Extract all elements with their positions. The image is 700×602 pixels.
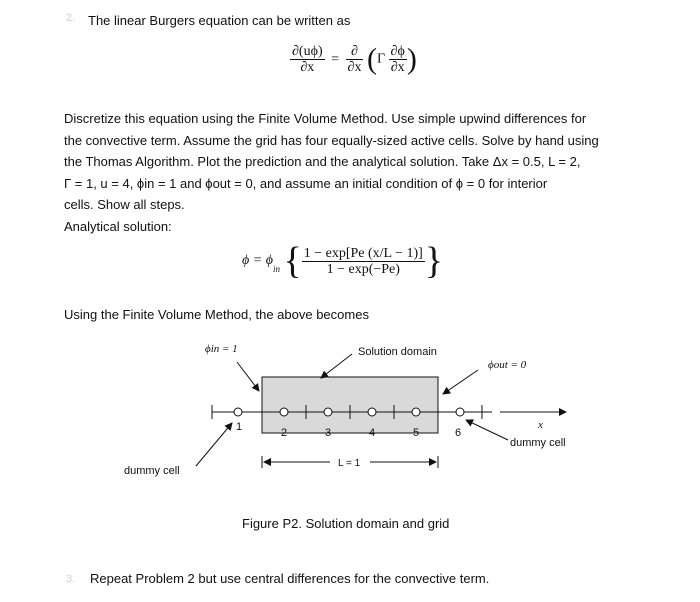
analytic-lhs-subscript: in bbox=[272, 264, 280, 275]
rhs-numerator: ∂ bbox=[346, 44, 364, 60]
right-paren: ) bbox=[406, 42, 417, 76]
problem3-text: Repeat Problem 2 but use central differences for the convective term. bbox=[90, 571, 490, 586]
paragraph-line-1: Discretize this equation using the Finite Volume Method. Use simple upwind differences for bbox=[64, 111, 587, 126]
equals-sign: = bbox=[331, 51, 340, 67]
lhs-denominator: ∂x bbox=[300, 60, 315, 75]
paragraph-line-3: the Thomas Algorithm. Plot the prediction and the analytical solution. Take Δx = 0.5, L = 2, bbox=[64, 154, 581, 169]
phi-in-label: ϕin = 1 bbox=[205, 343, 238, 355]
lhs-numerator: ∂(uϕ) bbox=[292, 44, 323, 59]
solution-domain-label: Solution domain bbox=[358, 346, 437, 358]
analytic-numerator: 1 − exp[Pe (x/L − 1)] bbox=[303, 245, 423, 261]
node-label-4: 4 bbox=[369, 427, 376, 439]
left-brace: { bbox=[283, 240, 302, 282]
node-label-6: 6 bbox=[455, 427, 462, 439]
problem-marker-2: 2. bbox=[66, 12, 76, 24]
node-label-5: 5 bbox=[413, 427, 420, 439]
fvm-sentence: Using the Finite Volume Method, the above becomes bbox=[64, 307, 369, 322]
rhs-denominator: ∂x bbox=[347, 60, 362, 75]
problem-marker-3: 3. bbox=[66, 573, 76, 585]
phi-out-arrow bbox=[443, 370, 478, 394]
figure-caption: Figure P2. Solution domain and grid bbox=[242, 516, 450, 531]
problem-intro: The linear Burgers equation can be written as bbox=[88, 13, 351, 28]
analytical-label: Analytical solution: bbox=[64, 218, 172, 234]
paragraph-line-5: cells. Show all steps. bbox=[64, 197, 185, 212]
gamma-symbol: Γ bbox=[376, 51, 386, 67]
dummy-cell-left-arrow bbox=[196, 423, 232, 466]
node-label-2: 2 bbox=[281, 427, 288, 439]
dummy-cell-right-label: dummy cell bbox=[510, 437, 566, 449]
x-axis-label: x bbox=[538, 419, 543, 431]
analytic-denominator: 1 − exp(−Pe) bbox=[326, 261, 400, 277]
inner-denominator: ∂x bbox=[390, 60, 405, 75]
inner-numerator: ∂ϕ bbox=[390, 44, 405, 59]
right-brace: } bbox=[424, 240, 444, 282]
phi-out-label: ϕout = 0 bbox=[488, 359, 527, 371]
analytic-lhs: ϕ = ϕ bbox=[242, 253, 273, 268]
dummy-cell-right-arrow bbox=[466, 420, 508, 440]
length-label: L = 1 bbox=[338, 458, 361, 469]
paragraph-line-4: Γ = 1, u = 4, ϕin = 1 and ϕout = 0, and assume an initial condition of ϕ = 0 for interior bbox=[64, 175, 548, 191]
phi-in-arrow bbox=[237, 362, 259, 391]
node-label-1: 1 bbox=[236, 421, 243, 433]
left-paren: ( bbox=[366, 42, 377, 76]
solution-domain-arrow bbox=[321, 354, 352, 378]
node-label-3: 3 bbox=[325, 427, 332, 439]
paragraph-line-2: the convective term. Assume the grid has four equally-sized active cells. Solve by hand using bbox=[64, 132, 599, 148]
dummy-cell-left-label: dummy cell bbox=[124, 465, 180, 477]
